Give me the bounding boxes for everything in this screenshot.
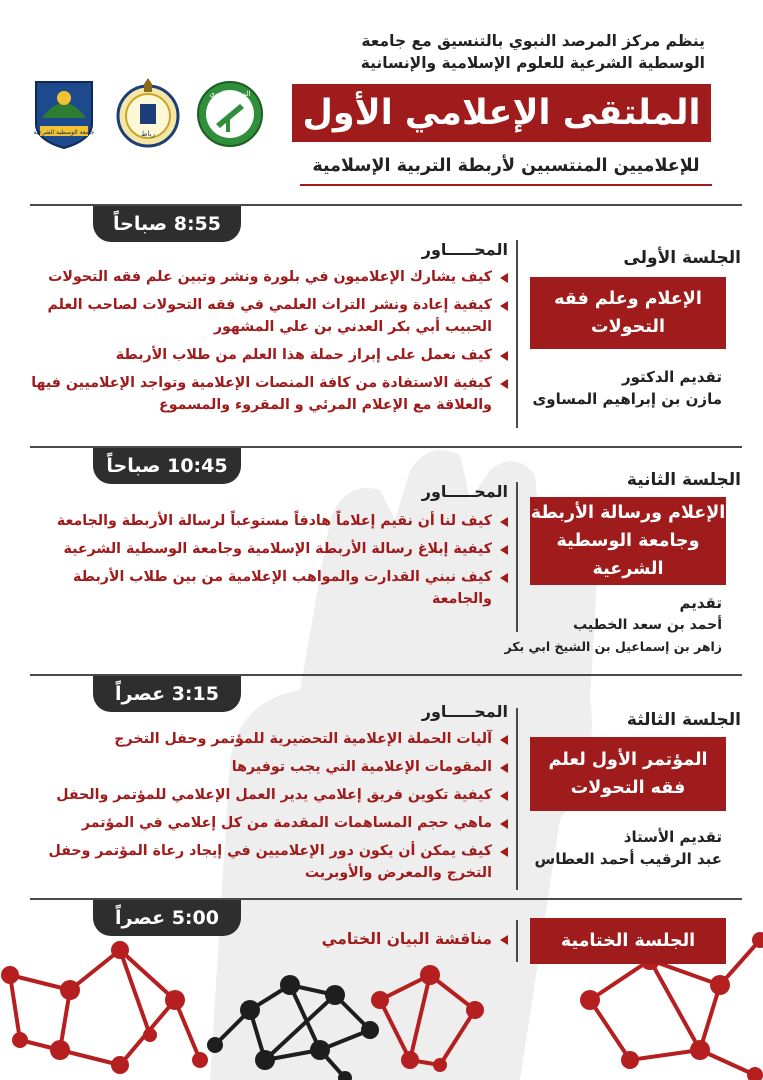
session-1-presenter [500,366,722,410]
closing-session-topic: الجلسة الختامية [530,918,726,964]
subtitle-underline [300,184,712,186]
list-item: آليات الحملة الإعلامية التحضيرية للمؤتمر وحفل التخرج [30,728,508,750]
session-1-axes-list [30,266,508,422]
session-2-vertical-rule [516,482,518,632]
session-3-axes-list [30,728,508,890]
session-3-label: الجلسة الثالثة [626,710,741,730]
list-item: كيف نعمل على إبراز حملة هذا العلم من طلاب الأربطة [30,344,508,366]
presented-by-label: تقديم [679,594,722,612]
closing-axes-list [30,928,508,956]
list-item: كيفية تكوين فريق إعلامي يدير العمل الإعلامي للمؤتمر والحفل [30,784,508,806]
session-2-axes-list [30,510,508,616]
ribat-logo [114,78,182,150]
svg-text:جامعة الوسطية الشرعية: جامعة الوسطية الشرعية [33,129,95,136]
session-1-topic: الإعلام وعلم فقه التحولات [530,277,726,349]
session-1-label: الجلسة الأولى [623,248,741,268]
organizer-intro [285,30,705,74]
session-3-topic: المؤتمر الأول لعلم فقه التحولات [530,737,726,811]
svg-text:المرصد النبوي: المرصد النبوي [209,90,251,98]
list-item: مناقشة البيان الختامي [30,928,508,950]
list-item: كيف يشارك الإعلاميون في بلورة ونشر وتبين علم فقه التحولات [30,266,508,288]
session-3-vertical-rule [516,708,518,890]
marsad-logo [196,78,264,150]
event-subtitle: للإعلاميين المنتسبين لأربطة التربية الإسلامية [312,156,700,176]
presented-by-label: تقديم الأستاذ [623,828,722,846]
list-item: ماهي حجم المساهمات المقدمة من كل إعلامي في المؤتمر [30,812,508,834]
session-2-topic: الإعلام ورسالة الأربطة وجامعة الوسطية الشرعية [530,497,726,585]
session-2-label: الجلسة الثانية [626,470,741,490]
intro-line-1: ينظم مركز المرصد النبوي بالتنسيق مع جامعة [361,32,705,50]
svg-text:رباط: رباط [141,130,155,138]
session-4-time: 5:00 عصراً [93,900,241,936]
session-1-time: 8:55 صباحاً [93,206,241,242]
presenter-name: مازن بن إبراهيم المساوى [532,390,722,408]
presented-by-label: تقديم الدكتور [621,368,722,386]
session-1-vertical-rule [516,240,518,428]
session-2-time: 10:45 صباحاً [93,448,241,484]
list-item: كيف يمكن أن يكون دور الإعلاميين في إيجاد رعاة المؤتمر وحفل التخرج والمعرض والأوبريت [30,840,508,884]
session-3-axes-heading: المحـــــاور [421,702,508,721]
event-title: الملتقى الإعلامي الأول [292,84,711,142]
closing-vertical-rule [516,920,518,962]
session-1-axes-heading: المحـــــاور [421,240,508,259]
list-item: كيفية إعادة ونشر التراث العلمي في فقه التحولات لصاحب العلم الحبيب أبي بكر العدني بن علي المشهور [30,294,508,338]
wasatiyya-university-logo [30,78,98,150]
intro-line-2: الوسطية الشرعية للعلوم الإسلامية والإنسانية [360,54,705,72]
presenter-name: أحمد بن سعد الخطيب [573,617,722,633]
session-2-axes-heading: المحـــــاور [421,482,508,501]
list-item: كيفية إبلاغ رسالة الأربطة الإسلامية وجامعة الوسطية الشرعية [30,538,508,560]
presenter-name: عبد الرقيب أحمد العطاس [534,850,722,868]
presenter-name: زاهر بن إسماعيل بن الشيخ ابي بكر [504,639,722,654]
list-item: كيفية الاستفادة من كافة المنصات الإعلامية وتواجد الإعلاميين فيها والعلاقة مع الإعلام المرئي و المقروء والمسموع [30,372,508,416]
list-item: كيف لنا أن نقيم إعلاماً هادفاً مستوعباً لرسالة الأربطة والجامعة [30,510,508,532]
list-item: المقومات الإعلامية التي يجب توفيرها [30,756,508,778]
list-item: كيف نبني القدارت والمواهب الإعلامية من بين طلاب الأربطة والجامعة [30,566,508,610]
session-3-time: 3:15 عصراً [93,676,241,712]
